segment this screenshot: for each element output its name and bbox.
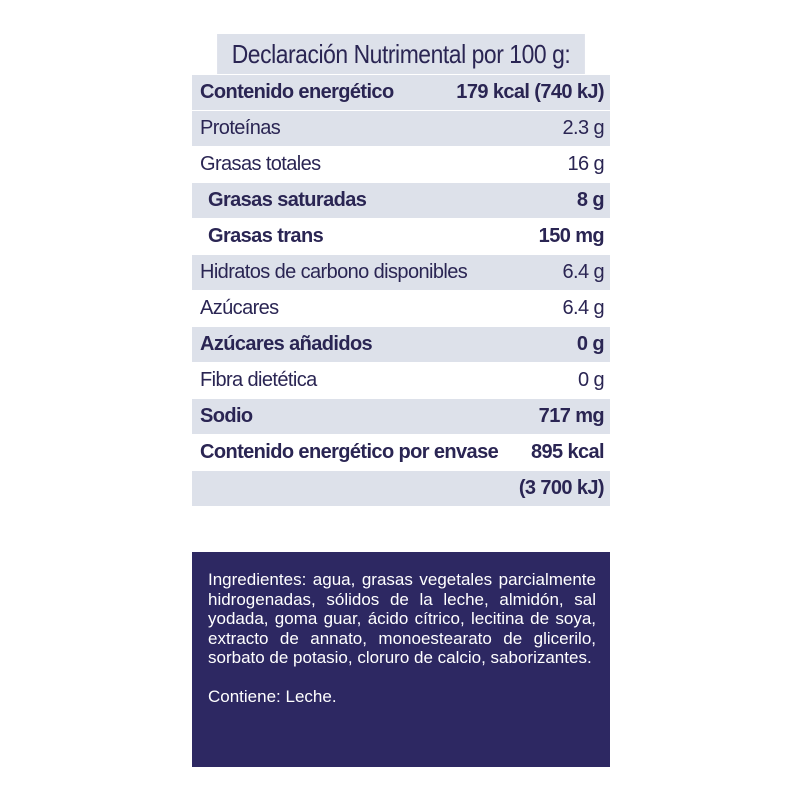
- nutrient-label: Proteínas: [200, 117, 281, 139]
- nutrition-row-carbohydrates: [192, 254, 610, 290]
- nutrient-value: 16 g: [567, 153, 604, 175]
- nutrition-row-energy: [192, 74, 610, 110]
- nutrient-label: Grasas saturadas: [208, 189, 367, 211]
- nutrient-label: Fibra dietética: [200, 369, 317, 391]
- nutrition-row-protein: [192, 110, 610, 146]
- nutrient-value: 6.4 g: [562, 261, 604, 283]
- nutrient-label: Grasas totales: [200, 153, 321, 175]
- nutrition-row-added-sugars: [192, 326, 610, 362]
- ingredients-panel: [192, 552, 610, 767]
- nutrition-row-total-fat: [192, 146, 610, 182]
- nutrition-row-energy-per-package-kj: [192, 470, 610, 506]
- nutrient-label: Contenido energético por envase: [200, 441, 499, 463]
- nutrient-label: Azúcares añadidos: [200, 333, 373, 355]
- nutrition-row-sodium: [192, 398, 610, 434]
- nutrient-label: Sodio: [200, 405, 253, 427]
- ingredients-list: Ingredientes: agua, grasas vegetales parcialmente hidrogenadas, sólidos de la leche, almidón, sal yodada, goma guar, ácido cítrico, lecitina de soya, extracto de annato, monoestearato de glicerilo, sorbato de potasio, cloruro de calcio, saborizantes.: [208, 570, 596, 668]
- nutrition-row-trans-fat: [192, 218, 610, 254]
- nutrient-value: 0 g: [576, 333, 604, 355]
- nutrient-label: Azúcares: [200, 297, 279, 319]
- nutrient-label: Grasas trans: [208, 225, 324, 247]
- allergen-statement: Contiene: Leche.: [208, 686, 337, 706]
- nutrition-table-title: Declaración Nutrimental por 100 g:: [217, 34, 585, 74]
- nutrient-value: 0 g: [577, 369, 604, 391]
- nutrition-row-saturated-fat: [192, 182, 610, 218]
- nutrient-value: 895 kcal: [530, 441, 604, 463]
- nutrient-value: 150 mg: [538, 225, 604, 247]
- nutrient-value: 179 kcal (740 kJ): [456, 81, 604, 103]
- nutrient-value: 6.4 g: [562, 297, 604, 319]
- nutrition-row-sugars: [192, 290, 610, 326]
- nutrient-label: Hidratos de carbono disponibles: [200, 261, 468, 283]
- nutrition-row-energy-per-package: [192, 434, 610, 470]
- nutrient-value: 717 mg: [538, 405, 604, 427]
- nutrition-facts-table: [192, 34, 610, 506]
- nutrient-label: Contenido energético: [200, 81, 394, 103]
- nutrition-row-fiber: [192, 362, 610, 398]
- nutrient-value: 2.3 g: [562, 117, 604, 139]
- nutrient-value: (3 700 kJ): [518, 477, 604, 499]
- nutrient-value: 8 g: [576, 189, 604, 211]
